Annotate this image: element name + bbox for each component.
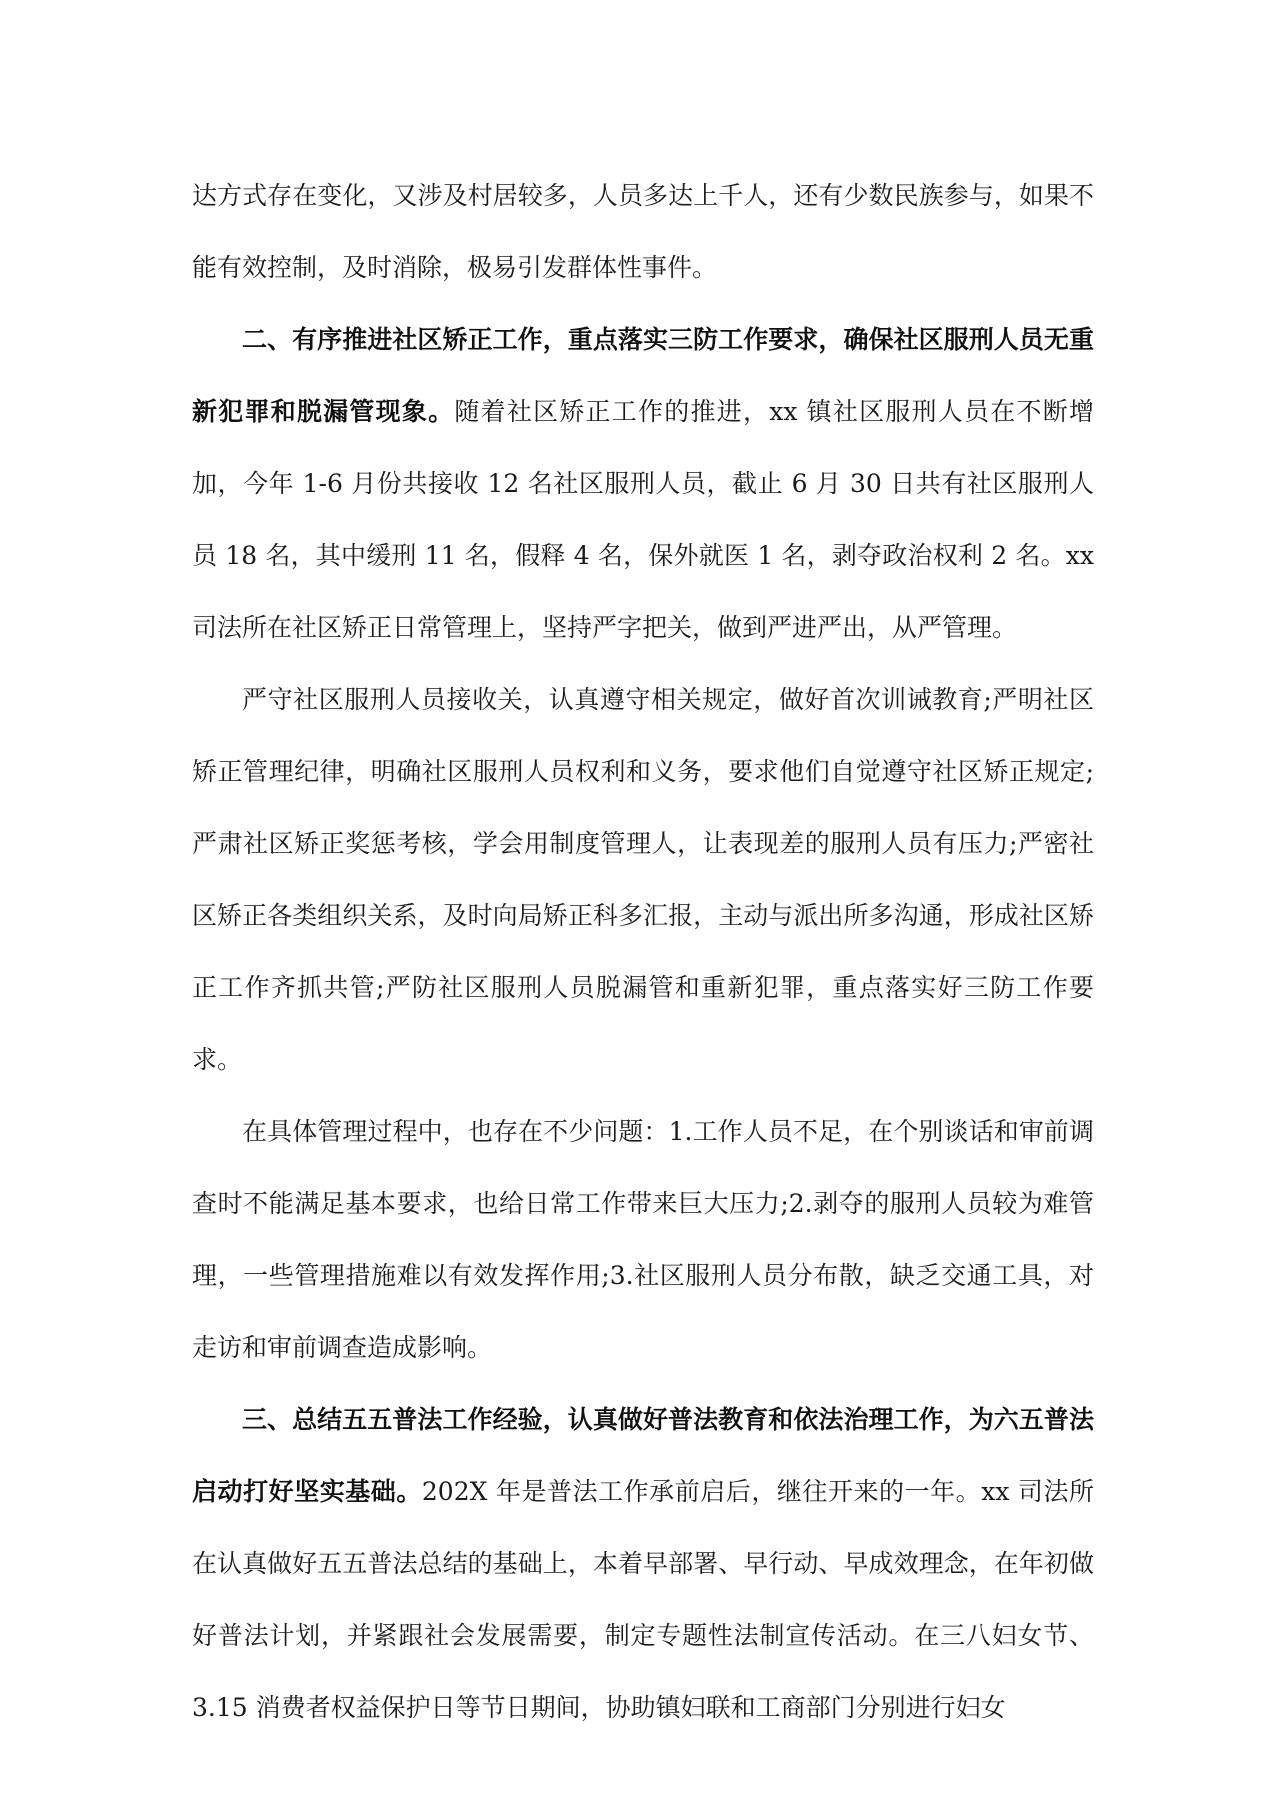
document-body [192, 160, 1094, 1744]
paragraph-text: 202X 年是普法工作承前启后，继往开来的一年。xx 司法所在认真做好五五普法总结的基础上，本着早部署、早行动、早成效理念，在年初做好普法计划，并紧跟社会发展需要，制定专题性法制宣传活动。在三八妇女节、3.15 消费者权益保护日等节日期间，协助镇妇联和工商部门分别进行妇女 [192, 1477, 1094, 1722]
paragraph-continuation [192, 160, 1094, 304]
paragraph-text: 达方式存在变化，又涉及村居较多，人员多达上千人，还有少数民族参与，如果不能有效控制，及时消除，极易引发群体性事件。 [192, 181, 1094, 282]
paragraph-section-two [192, 304, 1094, 664]
paragraph-text: 严守社区服刑人员接收关，认真遵守相关规定，做好首次训诫教育;严明社区矫正管理纪律，明确社区服刑人员权利和义务，要求他们自觉遵守社区矫正规定;严肃社区矫正奖惩考核，学会用制度管理人，让表现差的服刑人员有压力;严密社区矫正各类组织关系，及时向局矫正科多汇报，主动与派出所多沟通，形成社区矫正工作齐抓共管;严防社区服刑人员脱漏管和重新犯罪，重点落实好三防工作要求。 [192, 685, 1094, 1074]
section-heading: 三、总结五五普法工作经验，认真做好普法教育和依法治理工作，为六五普法启动打好坚实基础。 [192, 1405, 1094, 1506]
section-heading: 二、有序推进社区矫正工作，重点落实三防工作要求，确保社区服刑人员无重新犯罪和脱漏管现象。 [192, 325, 1094, 426]
paragraph-problems [192, 1096, 1094, 1384]
paragraph-text: 在具体管理过程中，也存在不少问题：1.工作人员不足，在个别谈话和审前调查时不能满足基本要求，也给日常工作带来巨大压力;2.剥夺的服刑人员较为难管理，一些管理措施难以有效发挥作用;3.社区服刑人员分布散，缺乏交通工具，对走访和审前调查造成影响。 [192, 1117, 1094, 1362]
paragraph-section-three [192, 1384, 1094, 1744]
paragraph-text: 随着社区矫正工作的推进，xx 镇社区服刑人员在不断增加，今年 1-6 月份共接收 12 名社区服刑人员，截止 6 月 30 日共有社区服刑人员 18 名，其中缓刑 11 名，假释 4 名，保外就医 1 名，剥夺政治权利 2 名。xx 司法所在社区矫正日常管理上，坚持严字把关，做到严进严出，从严管理。 [192, 397, 1094, 642]
paragraph-management-rules [192, 664, 1094, 1096]
